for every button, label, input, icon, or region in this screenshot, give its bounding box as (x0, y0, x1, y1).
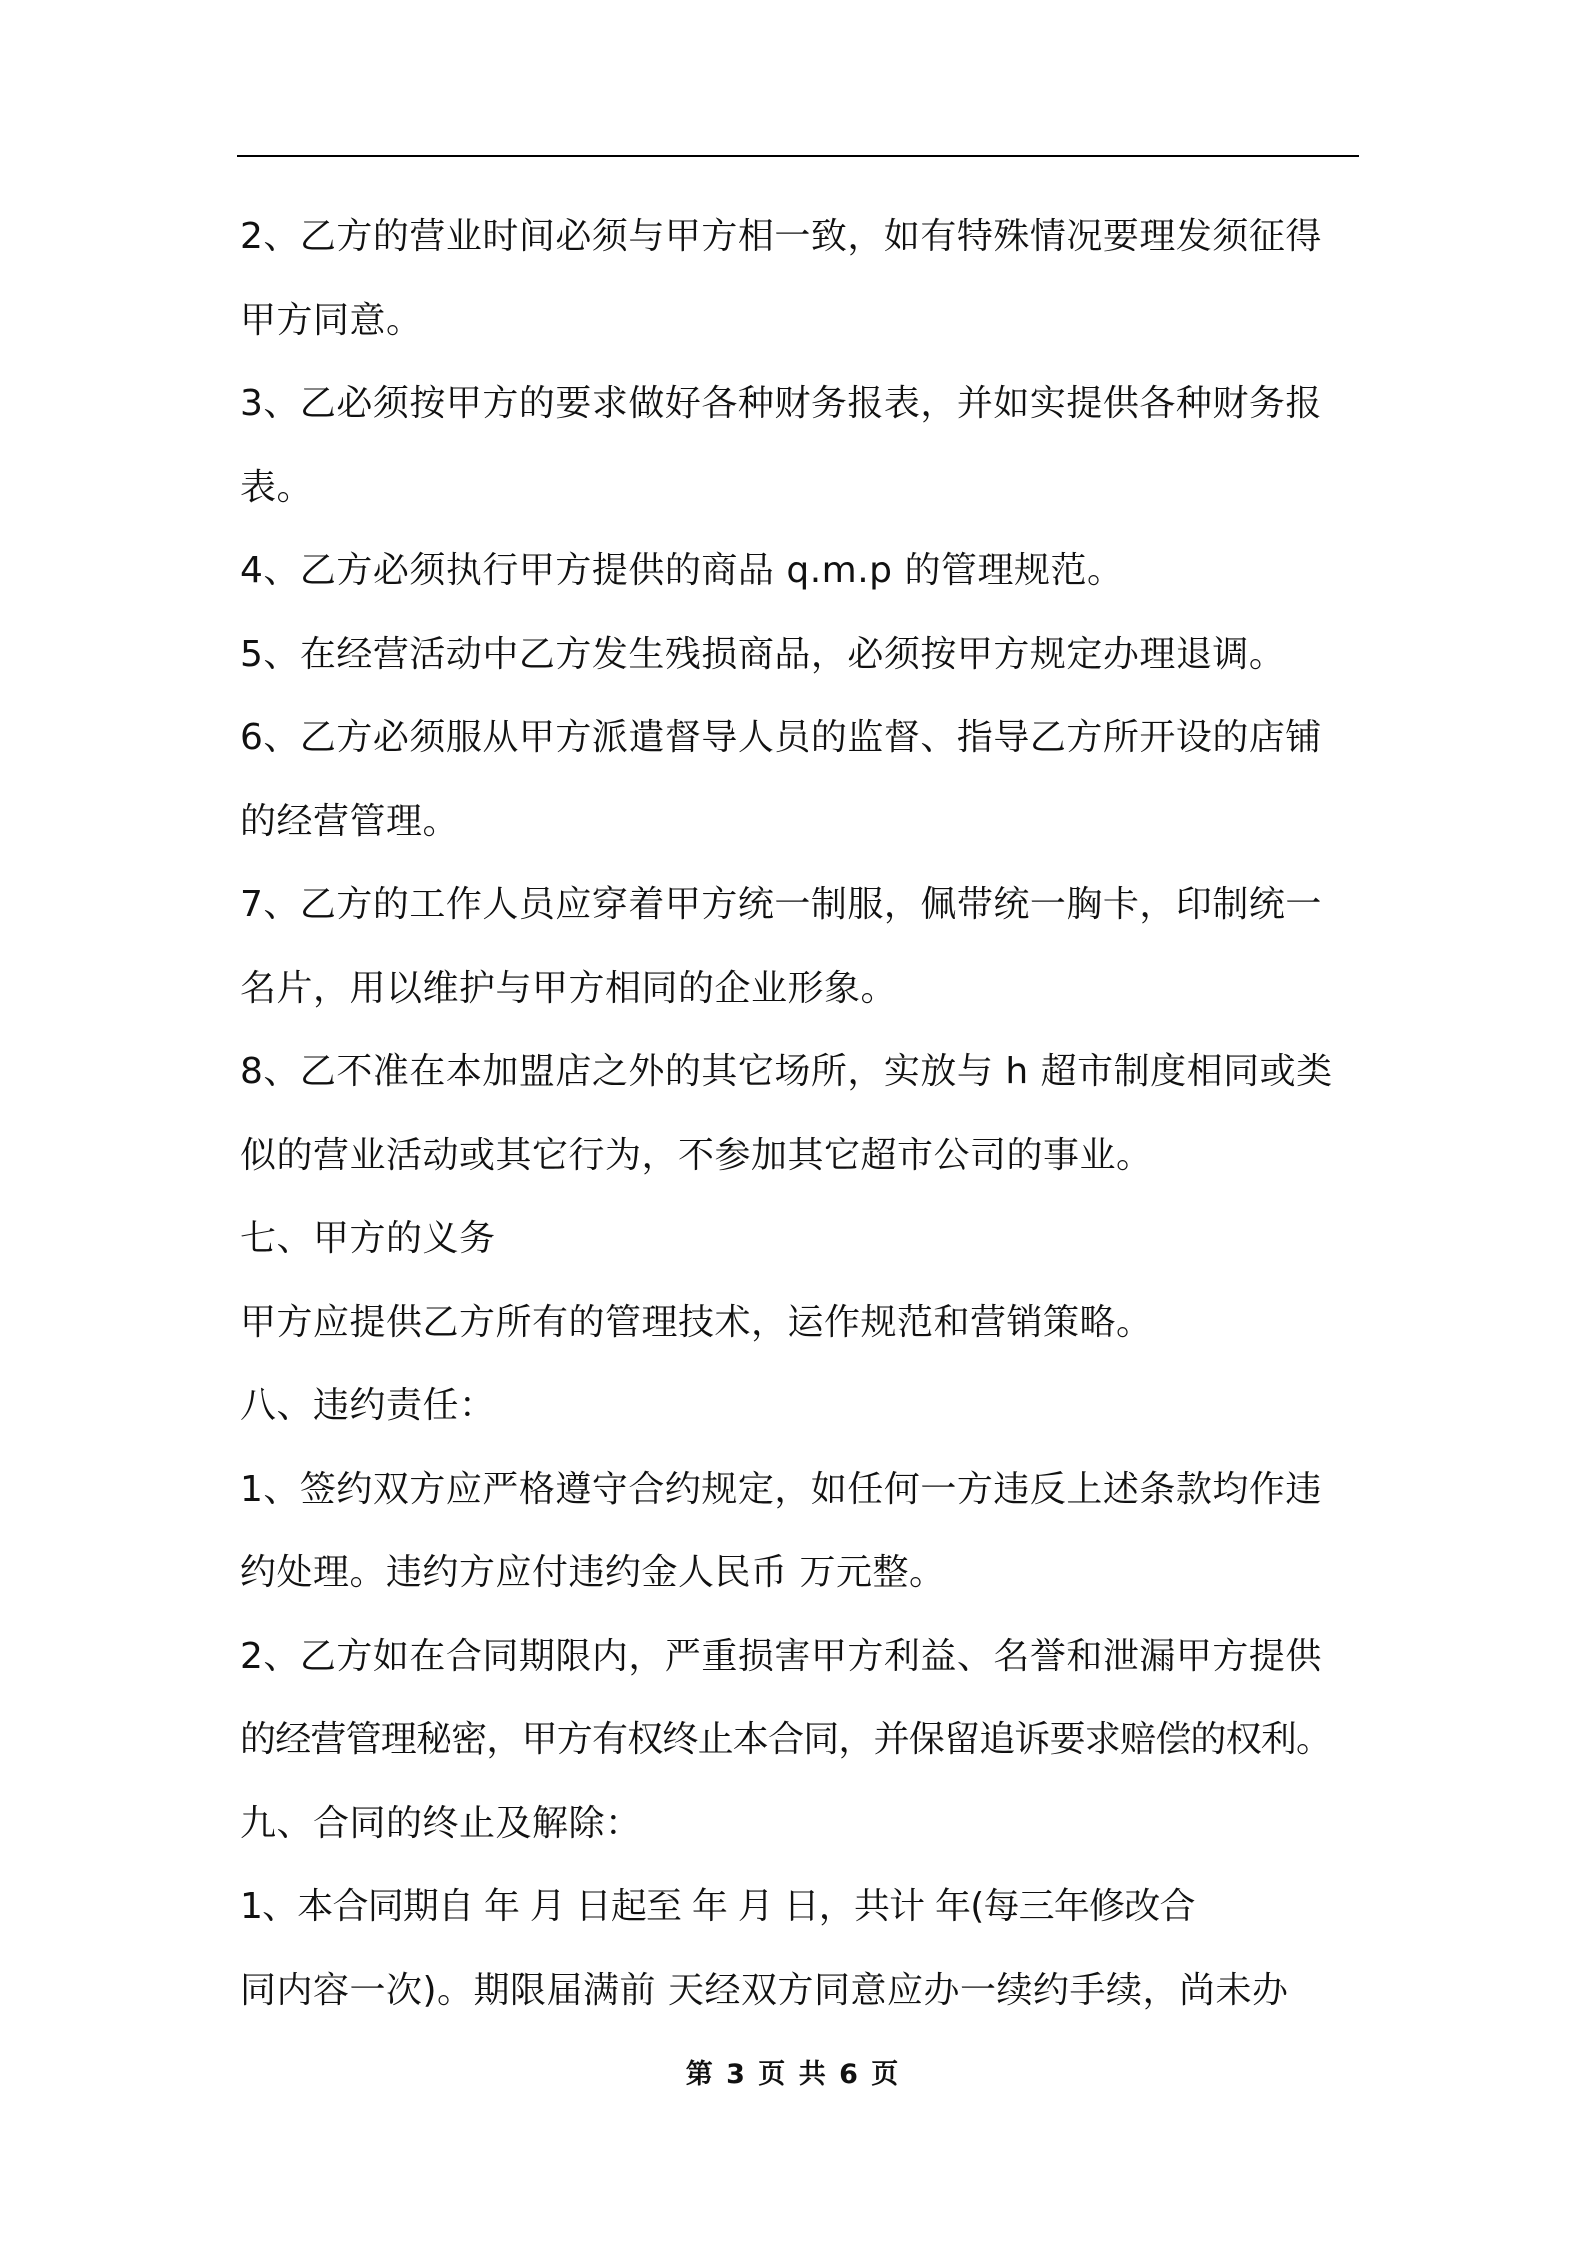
text-line: 8、乙不准在本加盟店之外的其它场所，实放与 h 超市制度相同或类 (240, 1051, 1333, 1092)
text-line: 名片，用以维护与甲方相同的企业形象。 (240, 967, 898, 1009)
text-line: 6、乙方必须服从甲方派遣督导人员的监督、指导乙方所开设的店铺 (240, 717, 1322, 758)
text-line: 的经营管理。 (240, 800, 460, 842)
page-number: 第 3 页 共 6 页 (685, 2059, 901, 2090)
header-rule (237, 155, 1359, 157)
text-line: 3、乙必须按甲方的要求做好各种财务报表，并如实提供各种财务报 (240, 383, 1322, 424)
text-line: 7、乙方的工作人员应穿着甲方统一制服，佩带统一胸卡，印制统一 (240, 884, 1322, 925)
section-heading: 七、甲方的义务 (240, 1218, 496, 1259)
text-line: 甲方同意。 (240, 299, 423, 341)
text-line: 约处理。违约方应付违约金人民币 万元整。 (240, 1552, 946, 1593)
text-line: 2、乙方的营业时间必须与甲方相一致，如有特殊情况要理发须征得 (240, 216, 1322, 257)
text-line: 1、签约双方应严格遵守合约规定，如任何一方违反上述条款均作违 (240, 1468, 1322, 1510)
text-line: 表。 (240, 466, 314, 508)
text-line: 甲方应提供乙方所有的管理技术，运作规范和营销策略。 (240, 1301, 1153, 1343)
text-line: 4、乙方必须执行甲方提供的商品 q.m.p 的管理规范。 (240, 550, 1124, 591)
text-line: 的经营管理秘密，甲方有权终止本合同，并保留追诉要求赔偿的权利。 (240, 1719, 1332, 1760)
text-line: 1、本合同期自 年 月 日起至 年 月 日，共计 年(每三年修改合 (240, 1886, 1195, 1927)
text-line: 2、乙方如在合同期限内，严重损害甲方利益、名誉和泄漏甲方提供 (240, 1635, 1322, 1677)
section-heading: 八、违约责任： (240, 1385, 496, 1426)
section-heading: 九、合同的终止及解除： (240, 1802, 642, 1844)
text-line: 同内容一次)。期限届满前 天经双方同意应办一续约手续，尚未办 (240, 1969, 1289, 2011)
document-body (240, 195, 1365, 2032)
text-line: 5、在经营活动中乙方发生残损商品，必须按甲方规定办理退调。 (240, 633, 1286, 675)
text-line: 似的营业活动或其它行为，不参加其它超市公司的事业。 (240, 1134, 1153, 1176)
